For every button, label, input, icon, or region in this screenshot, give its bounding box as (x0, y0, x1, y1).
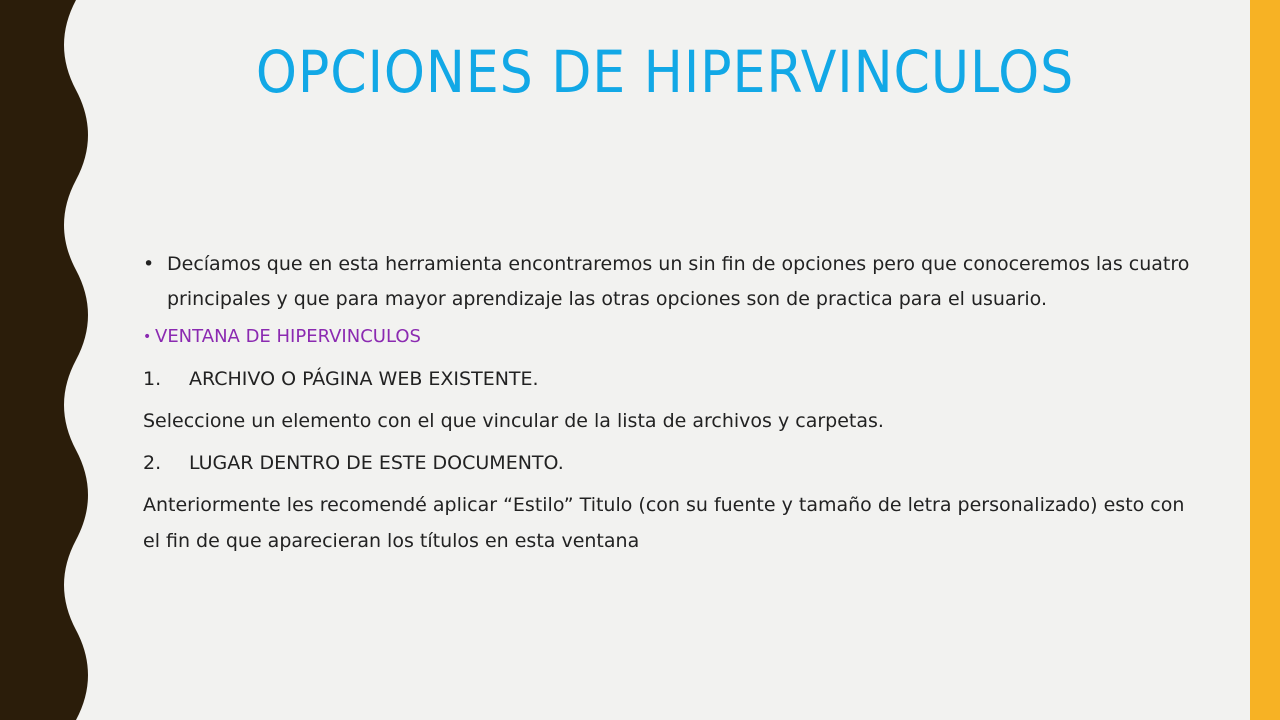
numbered-item-1 (143, 359, 1203, 399)
slide-content (143, 247, 1203, 563)
section-heading-row (143, 317, 1203, 357)
item-description-2: Anteriormente les recomendé aplicar “Estilo” Titulo (con su fuente y tamaño de letra personalizado) esto con el fin de que aparecieran los títulos en esta ventana (143, 494, 1185, 552)
item-label: LUGAR DENTRO DE ESTE DOCUMENTO. (189, 452, 564, 474)
bullet-icon: • (143, 329, 152, 345)
bullet-text: Decíamos que en esta herramienta encontraremos un sin fin de opciones pero que conoceremos las cuatro principales y que para mayor aprendizaje las otras opciones son de practica para el usuario. (167, 253, 1190, 310)
item-label: ARCHIVO O PÁGINA WEB EXISTENTE. (189, 368, 539, 390)
section-heading: VENTANA DE HIPERVINCULOS (155, 326, 421, 347)
numbered-item-2 (143, 443, 1203, 483)
wavy-left-border (0, 0, 120, 720)
right-accent-bar (1250, 0, 1280, 720)
item-description-1: Seleccione un elemento con el que vincular de la lista de archivos y carpetas. (143, 410, 884, 432)
item-number: 1. (143, 368, 162, 390)
bullet-item (143, 247, 1203, 317)
slide-title: OPCIONES DE HIPERVINCULOS (255, 38, 1075, 106)
item-number: 2. (143, 452, 162, 474)
bullet-icon: • (143, 253, 155, 275)
